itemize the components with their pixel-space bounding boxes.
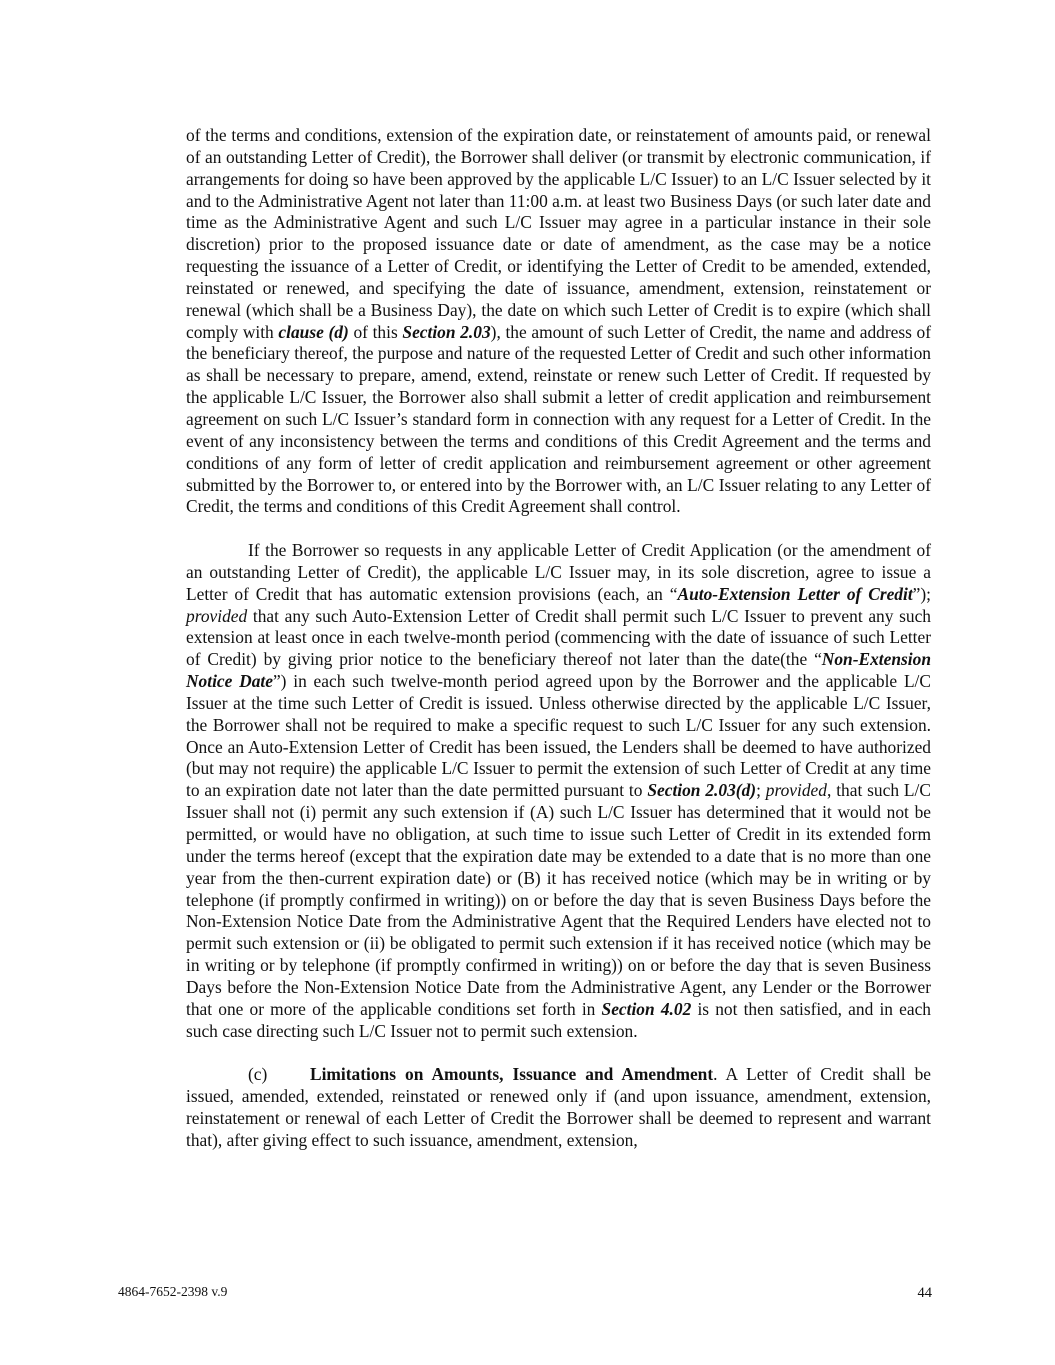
paragraph-text: that any such Auto-Extension Letter of Credit shall permit such L/C Issuer to prevent any such extension at least once in each twelve-month period (commencing with the date of issuance of such Letter of Credit) by giving prior notice to the beneficiary thereof not later than the date(the “ [186,605,931,670]
paragraph-text: of this [348,321,403,342]
paragraph-text: ”) in each such twelve-month period agreed upon by the Borrower and the applicable L/C Issuer at the time such Letter of Credit is issued. Unless otherwise directed by the applicable L/C Issuer, the Borrower shall not be required to make a specific request to such L/C Issuer for any such extension. Once an Auto-Extension Letter of Credit has been issued, the Lenders shall be deemed to have authorized (but may not require) the applicable L/C Issuer to permit the extension of such Letter of Credit at any time to an expiration date not later than the date permitted pursuant to [186,671,931,801]
paragraph-auto-extension [186,540,931,1042]
paragraph-text: , that such L/C Issuer shall not (i) permit any such extension if (A) such L/C Issuer has determined that it would not be permitted, or would have no obligation, at such time to issue such Letter of Credit in its extended form under the terms hereof (except that the expiration date may be extended to a date that is no more than one year from the then-current expiration date) or (B) it has received notice (which may be in writing or by telephone (if promptly confirmed in writing)) on or before the day that is seven Business Days before the Non-Extension Notice Date from the Administrative Agent that the Required Lenders have elected not to permit such extension or (ii) be obligated to permit such extension if it has received notice (which may be in writing or by telephone (if promptly confirmed in writing)) on or before the day that is seven Business Days before the Non-Extension Notice Date from the Administrative Agent, any Lender or the Borrower that one or more of the applicable conditions set forth in [186,780,931,1019]
body-text [186,125,931,1152]
defined-term: Auto-Extension Letter of Credit [677,583,913,604]
paragraph-text: of the terms and conditions, extension of the expiration date, or reinstatement of amounts paid, or renewal of an outstanding Letter of Credit), the Borrower shall deliver (or transmit by electronic communication, if arrangements for doing so have been approved by the applicable L/C Issuer) to an L/C Issuer selected by it and to the Administrative Agent not later than 11:00 a.m. at least two Business Days (or such later date and time as the Administrative Agent and such L/C Issuer may agree in a particular instance in their sole discretion) prior to the proposed issuance date or date of amendment, as the case may be a notice requesting the issuance of a Letter of Credit, or identifying the Letter of Credit to be amended, extended, reinstated or renewed, and specifying the date of issuance, amendment, extension, reinstatement or renewal (which shall be a Business Day), the date on which such Letter of Credit is to expire (which shall comply with [186,125,931,342]
proviso-term: provided [186,605,248,626]
proviso-term: provided [765,780,827,801]
section-reference: Section 2.03(d) [647,780,757,801]
page-number: 44 [917,1285,932,1301]
section-reference: Section 4.02 [601,998,692,1019]
section-heading: Limitations on Amounts, Issuance and Amendment [310,1064,714,1085]
document-id: 4864-7652-2398 v.9 [118,1284,228,1299]
paragraph-text: is not then satisfied, and in each such case directing such L/C Issuer not to permit such extension. [186,998,931,1041]
paragraph-text: ; [756,780,766,801]
section-reference: Section 2.03 [402,321,491,342]
clause-reference: clause (d) [278,321,349,342]
paragraph-text: ), the amount of such Letter of Credit, the name and address of the beneficiary thereof, the purpose and nature of the requested Letter of Credit and such other information as shall be necessary to prepare, amend, extend, reinstate or renew such Letter of Credit. If requested by the applicable L/C Issuer, the Borrower also shall submit a letter of credit application and reimbursement agreement on such L/C Issuer’s standard form in connection with any request for a Letter of Credit. In the event of any inconsistency between the terms and conditions of this Credit Agreement and the terms and conditions of any form of letter of credit application and reimbursement agreement or other agreement submitted by the Borrower to, or entered into by the Borrower with, an L/C Issuer relating to any Letter of Credit, the terms and conditions of this Credit Agreement shall control. [186,321,932,517]
paragraph-text: If the Borrower so requests in any applicable Letter of Credit Application (or the amendment of an outstanding Letter of Credit), the applicable L/C Issuer may, in its sole discretion, agree to issue a Letter of Credit that has automatic extension provisions (each, an “ [186,540,931,604]
paragraph-limitations [186,1064,931,1151]
paragraph-text: . A Letter of Credit shall be issued, amended, extended, reinstated or renewed only if (and upon issuance, amendment, extension, reinstatement or renewal of each Letter of Credit the Borrower shall be deemed to represent and warrant that), after giving effect to such issuance, amendment, extension, [186,1064,931,1150]
paragraph-issuance-notice [186,125,931,518]
defined-term: Non-Extension Notice Date [186,649,931,692]
clause-marker: (c) [248,1064,268,1085]
paragraph-text: ”); [912,583,932,604]
